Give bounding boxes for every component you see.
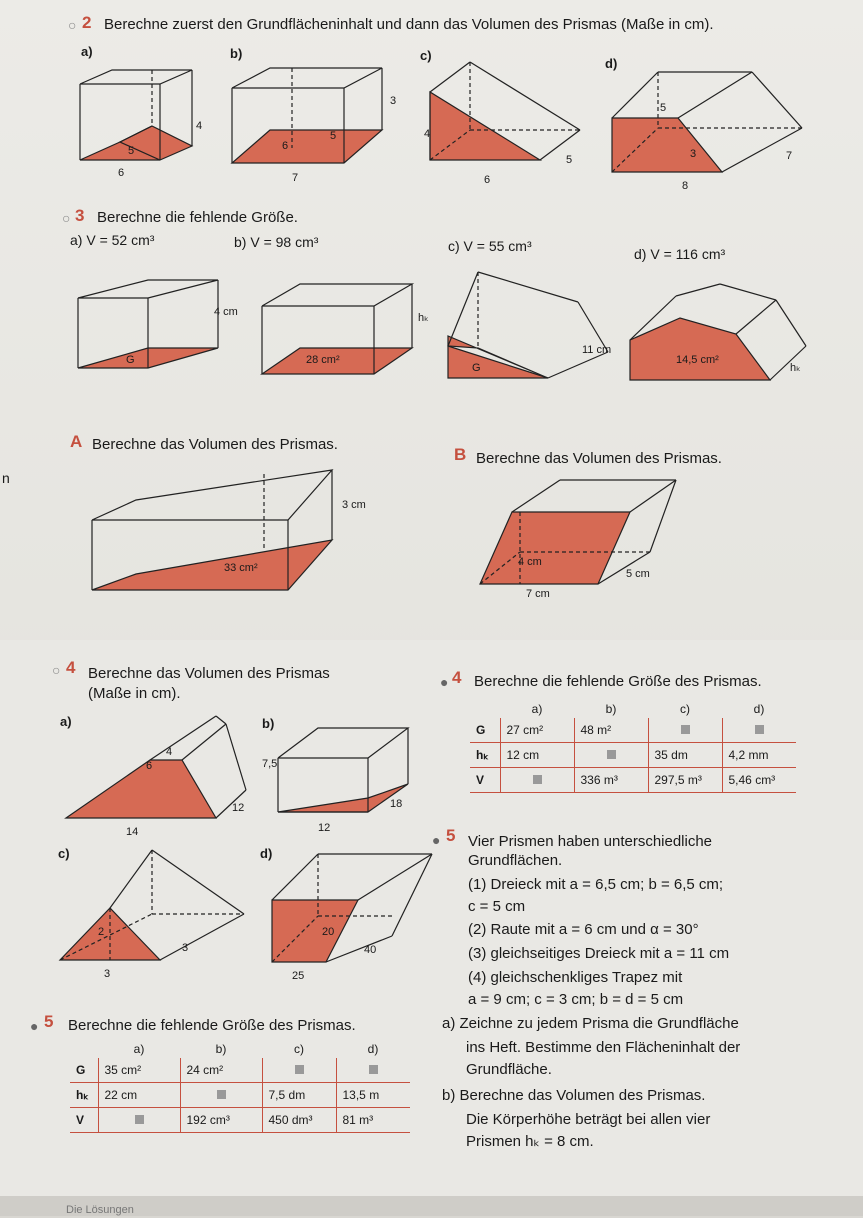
ex4a-label-c: c) <box>58 846 70 861</box>
ex2d-side3: 8 <box>682 180 689 192</box>
ex5b-table <box>70 1040 410 1133</box>
ex5a-line: Grundfläche. <box>466 1061 552 1078</box>
ex2a-prism-figure <box>80 60 203 170</box>
ex5b-cell: 35 cm² <box>98 1058 180 1083</box>
ex4b-cell: 12 cm <box>500 743 574 768</box>
ex2b-side2: 5 <box>330 130 337 142</box>
exA-instruction: Berechne das Volumen des Prismas. <box>92 436 338 453</box>
ex4a-height: 6 <box>146 760 153 772</box>
ex4b-cell-unknown <box>500 768 574 793</box>
ex5b-cell-unknown <box>98 1108 180 1133</box>
ex5a-line: (2) Raute mit a = 6 cm und α = 30° <box>468 921 699 938</box>
ex4b-cell-unknown <box>574 743 648 768</box>
ex4a-label-b: b) <box>262 716 275 731</box>
ex2a-side1: 5 <box>128 145 135 157</box>
ex4a-instruction-2: (Maße in cm). <box>88 685 181 702</box>
ex4b-cell: 48 m² <box>574 718 648 743</box>
ex5a-number: 5 <box>446 826 456 845</box>
ex2c-side2: 6 <box>484 174 491 186</box>
ex5b-col-b: b) <box>215 1042 227 1056</box>
ex2-label-d: d) <box>605 56 618 71</box>
ex4b-cell: 297,5 m³ <box>648 768 722 793</box>
ex4d-height: 20 <box>322 926 335 938</box>
ex4b-col-a: a) <box>531 702 543 716</box>
ex4b-number: 4 <box>452 668 462 687</box>
ex4c-side1: 3 <box>182 942 189 954</box>
ex2-instruction: Berechne zuerst den Grundflächeninhalt und dann das Volumen des Prismas (Maße in cm). <box>104 16 714 33</box>
ex4d-prism-figure <box>272 852 442 967</box>
ex2a-height: 4 <box>196 120 203 132</box>
ex5b-col-a: a) <box>133 1042 145 1056</box>
ex5a-circle: ● <box>432 832 441 848</box>
ex4b-side1: 18 <box>390 798 403 810</box>
ex5b-row-v: V <box>70 1108 98 1133</box>
ex4b-circle: ● <box>440 674 449 690</box>
ex2-label-a: a) <box>81 44 93 59</box>
ex4b-cell: 35 dm <box>648 743 722 768</box>
ex5a-line: Grundflächen. <box>468 852 563 869</box>
exB-prism-figure <box>480 472 680 592</box>
ex5b-cell: 450 dm³ <box>262 1108 336 1133</box>
ex3-circle: ○ <box>62 210 71 226</box>
ex2a-side2: 6 <box>118 167 125 179</box>
ex2-label-b: b) <box>230 46 243 61</box>
ex5b-col-c: c) <box>294 1042 304 1056</box>
ex2d-side1: 3 <box>690 148 697 160</box>
exA-height: 3 cm <box>342 499 366 511</box>
ex4b-col-b: b) <box>605 702 617 716</box>
ex2c-side1: 5 <box>566 154 573 166</box>
ex5b-cell: 192 cm³ <box>180 1108 262 1133</box>
exB-label: B <box>454 445 467 464</box>
ex4b-row-v: V <box>470 768 500 793</box>
ex4b-row-hk: hₖ <box>470 743 500 768</box>
ex2b-side3: 7 <box>292 172 299 184</box>
ex4b-instruction: Berechne die fehlende Größe des Prismas. <box>474 673 762 690</box>
ex3b-height: hₖ <box>418 312 429 324</box>
ex5b-cell: 24 cm² <box>180 1058 262 1083</box>
ex4a-instruction-1: Berechne das Volumen des Prismas <box>88 665 330 682</box>
ex3a-height: 4 cm <box>214 306 238 318</box>
exB-side2: 7 cm <box>526 588 550 600</box>
ex2d-side2: 7 <box>786 150 793 162</box>
ex2-circle: ○ <box>68 17 77 33</box>
exA-prism-figure <box>92 470 342 595</box>
ex5a-line: Vier Prismen haben unterschiedliche <box>468 833 713 850</box>
exA-label: A <box>70 432 83 451</box>
exA-base-area: 33 cm² <box>224 562 258 574</box>
ex5b-cell: 81 m³ <box>336 1108 410 1133</box>
footer-text: Die Lösungen <box>66 1204 134 1216</box>
ex4b-row-g: G <box>470 718 500 743</box>
ex2b-prism-figure <box>232 68 392 178</box>
ex3-instruction: Berechne die fehlende Größe. <box>97 209 298 226</box>
exB-instruction: Berechne das Volumen des Prismas. <box>476 450 722 467</box>
ex5b-cell-unknown <box>180 1083 262 1108</box>
exB-height: 4 cm <box>518 556 542 568</box>
ex4a-side1: 12 <box>232 802 245 814</box>
ex5b-cell: 13,5 m <box>336 1083 410 1108</box>
ex4b-cell: 336 m³ <box>574 768 648 793</box>
ex4b-cell-unknown <box>722 718 796 743</box>
ex4d-side1: 40 <box>364 944 377 956</box>
ex4a-label-a: a) <box>60 714 72 729</box>
ex5a-line: Prismen hₖ = 8 cm. <box>466 1133 594 1150</box>
ex5a-line: c = 5 cm <box>468 898 526 915</box>
ex4a-top: 4 <box>166 746 173 758</box>
ex5a-line: (1) Dreieck mit a = 6,5 cm; b = 6,5 cm; <box>468 876 724 893</box>
exA-margin-mark: n <box>2 470 10 486</box>
ex3-number: 3 <box>75 206 85 225</box>
ex5b-instruction: Berechne die fehlende Größe des Prismas. <box>68 1017 356 1034</box>
ex4a-label-d: d) <box>260 846 273 861</box>
ex4a-side2: 14 <box>126 826 139 838</box>
ex5a-line: a) Zeichne zu jedem Prisma die Grundfläche <box>442 1015 739 1032</box>
ex4c-prism-figure <box>60 848 250 963</box>
ex2d-prism-figure <box>612 72 812 182</box>
ex3a-base: G <box>126 354 135 366</box>
ex5b-col-d: d) <box>367 1042 379 1056</box>
ex4b-col-c: c) <box>680 702 690 716</box>
ex2b-height: 3 <box>390 95 397 107</box>
ex5a-line: a = 9 cm; c = 3 cm; b = d = 5 cm <box>468 991 684 1008</box>
ex2-number: 2 <box>82 13 92 32</box>
ex4b-table <box>470 700 796 793</box>
ex3a-prism-figure <box>78 280 228 375</box>
ex4b-cell: 4,2 mm <box>722 743 796 768</box>
ex5b-cell: 7,5 dm <box>262 1083 336 1108</box>
ex4a-number: 4 <box>66 658 76 677</box>
ex4a-circle: ○ <box>52 662 61 678</box>
ex4b-cell: 27 cm² <box>500 718 574 743</box>
ex5a-line: ins Heft. Bestimme den Flächeninhalt der <box>466 1039 741 1056</box>
ex5b-circle: ● <box>30 1018 39 1034</box>
ex3-given-d: d) V = 116 cm³ <box>634 246 726 262</box>
ex3c-height: 11 cm <box>582 344 612 356</box>
ex3-given-a: a) V = 52 cm³ <box>70 232 155 248</box>
ex5b-row-g: G <box>70 1058 98 1083</box>
ex5a-line: (4) gleichschenkliges Trapez mit <box>468 969 683 986</box>
ex4b-cell-unknown <box>648 718 722 743</box>
ex4c-height: 2 <box>98 926 105 938</box>
ex5b-row-hk: hₖ <box>70 1083 98 1108</box>
ex4d-side2: 25 <box>292 970 305 982</box>
ex5a-line: Die Körperhöhe beträgt bei allen vier <box>466 1111 711 1128</box>
ex4c-side2: 3 <box>104 968 111 980</box>
ex2c-height: 4 <box>424 128 431 140</box>
ex3d-height: hₖ <box>790 362 801 374</box>
ex3c-base: G <box>472 362 481 374</box>
ex5b-cell-unknown <box>336 1058 410 1083</box>
ex2b-side1: 6 <box>282 140 289 152</box>
ex4b-col-d: d) <box>753 702 765 716</box>
ex3b-prism-figure <box>262 284 422 379</box>
ex3-given-b: b) V = 98 cm³ <box>234 234 319 250</box>
ex2d-height: 5 <box>660 102 667 114</box>
ex5b-cell: 22 cm <box>98 1083 180 1108</box>
exB-side1: 5 cm <box>626 568 650 580</box>
ex4b-side2: 12 <box>318 822 331 834</box>
ex2-label-c: c) <box>420 48 432 63</box>
ex3-given-c: c) V = 55 cm³ <box>448 238 532 254</box>
ex4b-height: 7,5 <box>262 758 278 770</box>
ex4b-cell: 5,46 cm³ <box>722 768 796 793</box>
ex3d-base: 14,5 cm² <box>676 354 719 366</box>
ex3d-prism-figure <box>630 284 810 384</box>
ex5a-line: b) Berechne das Volumen des Prismas. <box>442 1087 706 1104</box>
ex5b-cell-unknown <box>262 1058 336 1083</box>
ex5a-line: (3) gleichseitiges Dreieck mit a = 11 cm <box>468 945 730 962</box>
ex4a-prism-figure <box>66 714 256 824</box>
ex3b-base: 28 cm² <box>306 354 340 366</box>
ex5b-number: 5 <box>44 1012 54 1031</box>
